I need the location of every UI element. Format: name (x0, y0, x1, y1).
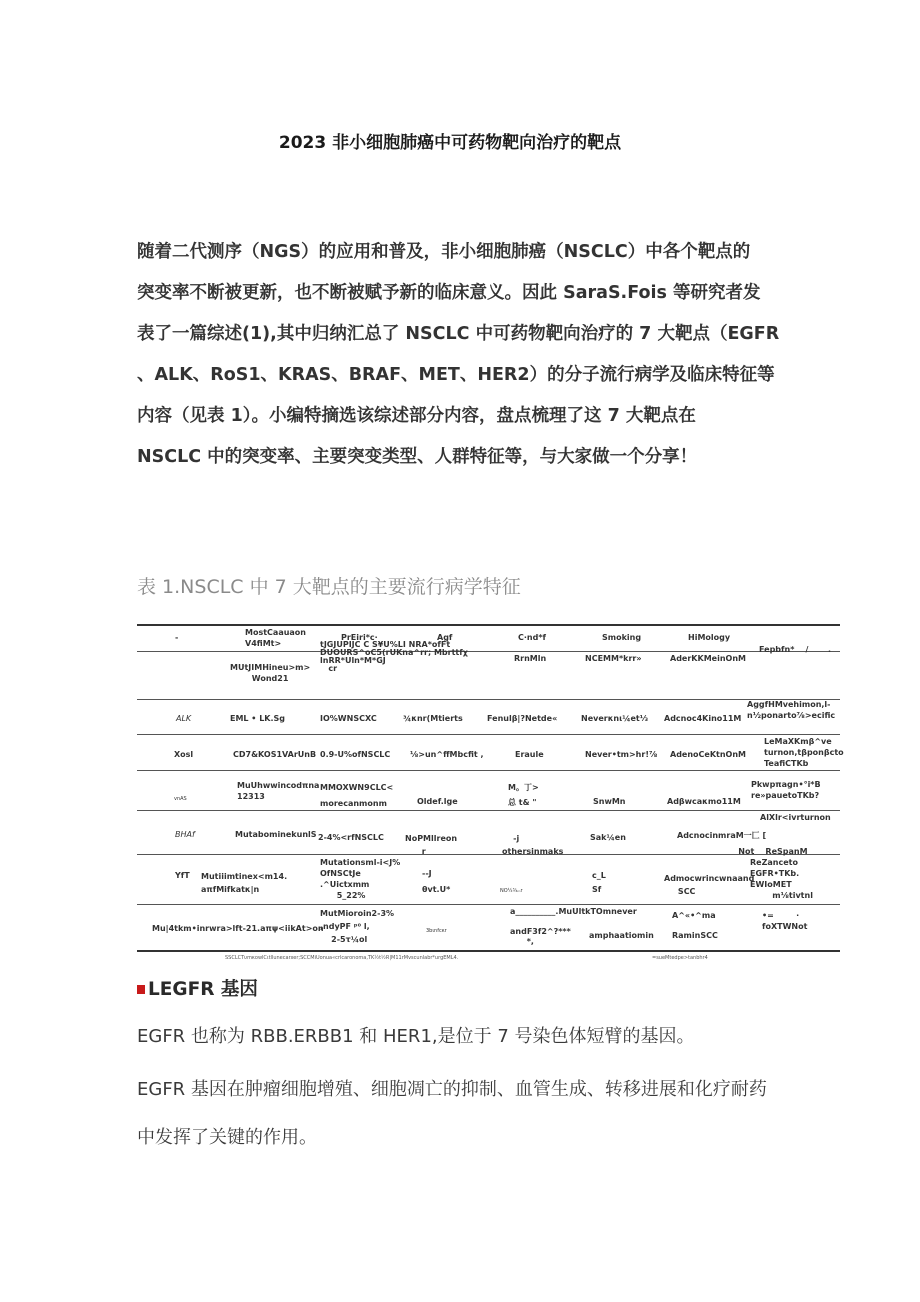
intro-line: 随着二代测序（NGS）的应用和普及，非小细胞肺癌（NSCLC）中各个靶点的 (137, 242, 751, 262)
table-cell: ReZanceto EGFR•TKb. EWIoMET m⅛tivtnl (750, 858, 813, 900)
table-cell: --J θvt.U* (422, 869, 451, 894)
body-text-line: 中发挥了关键的作用。 (137, 1127, 317, 1148)
table-cell: BHAf (175, 830, 195, 839)
table-cell: amphaatiomin (589, 931, 654, 940)
table-cell: Oldef.lge (417, 797, 458, 806)
table-footnote: =sueMtedpe>tanbhr4 (652, 955, 708, 961)
table-cell: -j othersinmaks (502, 834, 564, 856)
table-cell: MUtJIMHineu>m> Wond21 (230, 663, 311, 683)
table-header-cell: Agf (437, 633, 453, 642)
intro-line: 突变率不断被更新，也不断被赋予新的临床意义。因此 SaraS.Fois 等研究者发 (137, 283, 761, 303)
table-cell: ⅛>un^ffMbcfit , (410, 750, 484, 759)
table-cell: Adcnoc4Kino11M (664, 714, 742, 723)
table-header-rule (137, 651, 840, 652)
table-cell: YfT (175, 871, 190, 880)
table-cell: Admocwrincwnaand SCC (664, 874, 755, 896)
table-cell: Fenulβ|?Netde« (487, 714, 558, 723)
table-cell: 2-4%<rfNSCLC (318, 833, 384, 842)
table-header-cell: C·nd*f (518, 633, 546, 642)
table-header-cell: PrEiri*c· (341, 633, 378, 642)
table-cell: NCEMM*krr» (585, 654, 642, 663)
table-cell: AderKKMeinOnM (670, 654, 746, 663)
table-cell: 0.9-U%ofNSCLC (320, 750, 391, 759)
body-text-line: EGFR 基因在肿瘤细胞增殖、细胞凋亡的抑制、血管生成、转移进展和化疗耐药 (137, 1079, 767, 1100)
table-row-rule (137, 699, 840, 700)
table-cell: Never•tm>hr!⅞ (585, 750, 658, 759)
table-cell: Eraule (515, 750, 544, 759)
table-cell: RrnMln (514, 654, 547, 663)
table-cell: Mutationsml-i<J% OfNSCtJe .^Uictxmm 5_22% (320, 858, 401, 900)
table-cell: SnwMn (593, 797, 626, 806)
table-row-rule (137, 904, 840, 905)
table-cell: NoPMllreon r (405, 834, 458, 856)
table-cell: c_L Sf (592, 871, 606, 894)
table-cell: MMOXWN9CLC< morecanmonm (320, 783, 394, 808)
table-cell: MutabominekunlS (235, 830, 317, 839)
table-cell: Xosl (174, 750, 194, 759)
table-row-rule (137, 734, 840, 735)
table-cell: tJGJUPIJC C S¥U%LI NRA*ofFt DUOURS^oC5(rUKna^rr; Mbrttfχ lnRR*Uln*M*GJ cr (320, 640, 468, 673)
intro-line: 内容（见表 1）。小编特摘选该综述部分内容，盘点梳理了这 7 大靶点在 (137, 406, 696, 426)
table-cell: AlXlr<ivrturnon (760, 813, 831, 822)
table-cell: EML • LK.Sg (230, 714, 286, 723)
table-cell: Sak¼en (590, 833, 626, 842)
body-text-line: EGFR 也称为 RBB.ERBB1 和 HER1,是位于 7 号染色体短臂的基因。 (137, 1026, 695, 1047)
table-header-cell: HiMology (688, 633, 731, 642)
table-header-cell: - (175, 633, 179, 642)
table-cell: 3bιnfcκr (426, 928, 447, 934)
table-cell: Mu|4tkm•inrwra>lft-21.aπψ<iikAt>on (152, 924, 324, 933)
table-cell: AdcnocinmraM一匚 [ Not ReSpanM (677, 831, 808, 856)
table-cell: CD7&KOS1VArUnB (233, 750, 317, 759)
table-cell: IO%WNSCXC (320, 714, 377, 723)
table-footnote: SSCLCTυmκowlCιtllunecarxer;SCCMiUonua«crlcaronoma,TK½t½R|M11rMvscunlabr*urgEML4. (225, 955, 459, 961)
table-caption: 表 1.NSCLC 中 7 大靶点的主要流行病学特征 (137, 576, 521, 598)
table-row-rule (137, 770, 840, 771)
table-cell: Pkwpπagn•°i*B re»pauetoTKb? (751, 780, 821, 800)
table-top-rule (137, 624, 840, 626)
table-cell: NO¼¾ₘr (500, 888, 523, 894)
table-cell: Adβwcaκmo11M (667, 797, 741, 806)
table-cell: MutMioroin2-3% ,ndyPF ᵖ⁰ l, 2-5τ¼ol (320, 909, 395, 944)
section-heading-text: LEGFR 基因 (148, 979, 258, 1000)
epidemiology-table (137, 624, 844, 970)
table-cell: Fepbfn* / . (759, 645, 831, 654)
table-cell: vnAS (174, 796, 187, 802)
table-cell: M。丁> 总 t& " (508, 783, 539, 807)
red-square-bullet-icon (137, 985, 145, 994)
section-heading (137, 975, 258, 1001)
table-header-cell: Smoking (602, 633, 642, 642)
intro-paragraph (137, 232, 849, 478)
table-cell: ALK (176, 714, 192, 723)
table-cell: Neverκnι¼et⅓ (581, 714, 649, 723)
table-cell: LeMaXKmβ^ve turnon,tβponβcto TeafiCTKb (764, 737, 844, 768)
table-bottom-rule (137, 950, 840, 952)
intro-line: NSCLC 中的突变率、主要突变类型、人群特征等，与大家做一个分享！ (137, 447, 698, 467)
table-cell: A^«•^ma RaminSCC (672, 911, 718, 940)
table-cell: Mutiiimtinex<m14. aπfMifkatκ|n (201, 872, 288, 894)
document-title: 2023 非小细胞肺癌中可药物靶向治疗的靶点 (278, 133, 622, 153)
table-cell: AggfHMvehimon,l- n½ponarto⅞>ecific (747, 700, 836, 720)
table-cell: ¾κnr(Mtierts (403, 714, 463, 723)
table-header-cell: MostCaauaon V4fiMt> (245, 628, 306, 648)
table-cell: MuUhwwincodπna 12313 (237, 781, 320, 801)
table-row-rule (137, 810, 840, 811)
intro-line: 表了一篇综述(1),其中归纳汇总了 NSCLC 中可药物靶向治疗的 7 大靶点（EGFR (137, 324, 780, 344)
table-cell: a__________.MuUltkTOmnever andF3f2^?*** *, (510, 907, 637, 946)
table-cell: AdenoCeKtnOnM (670, 750, 747, 759)
table-cell: •= · foXTWNot (762, 911, 808, 931)
intro-line: 、ALK、RoS1、KRAS、BRAF、MET、HER2）的分子流行病学及临床特征等 (137, 365, 775, 385)
